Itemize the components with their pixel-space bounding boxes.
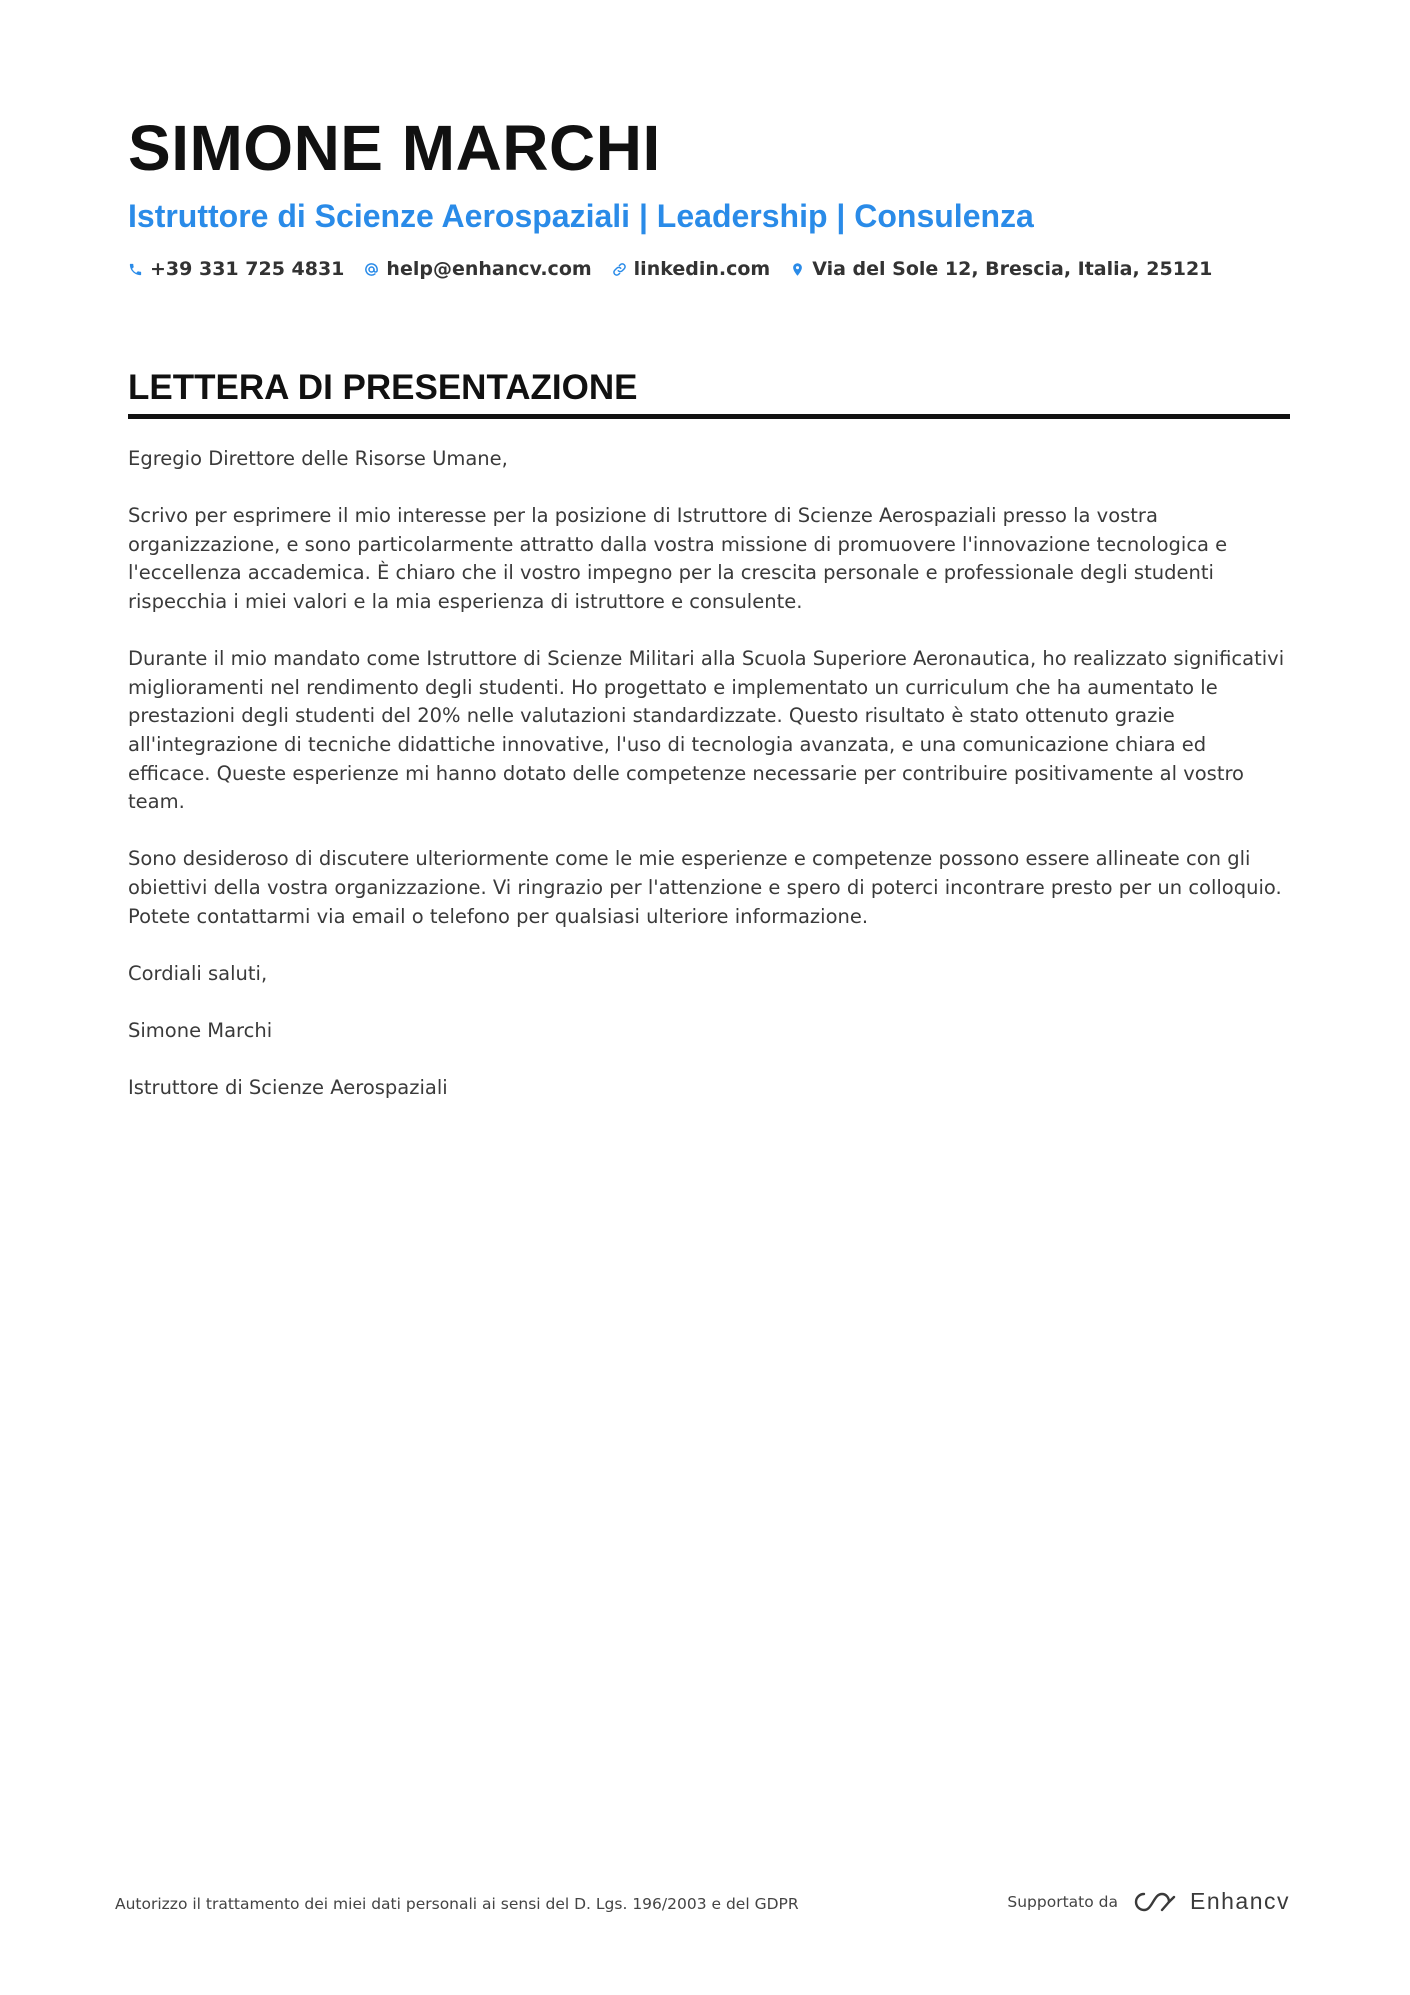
brand-name: Enhancv (1189, 1888, 1290, 1914)
applicant-name: SIMONE MARCHI (128, 112, 661, 184)
link-icon (612, 262, 627, 277)
enhancv-logo-icon (1130, 1889, 1176, 1915)
contact-phone[interactable] (128, 258, 344, 280)
location-pin-icon (790, 262, 805, 277)
phone-icon (128, 262, 143, 277)
letter-paragraph: Scrivo per esprimere il mio interesse per la posizione di Istruttore di Scienze Aerospaziali presso la vostra organizzazione, e sono particolarmente attratto dalla vostra missione di promuovere l'innovazione tecnologica e l'eccellenza accademica. È chiaro che il vostro impegno per la crescita personale e professionale degli studenti rispecchia i miei valori e la mia esperienza di istruttore e consulente. (128, 504, 1228, 613)
letter-body (128, 445, 1290, 1103)
section-title: LETTERA DI PRESENTAZIONE (128, 366, 1290, 419)
enhancv-brand[interactable] (1130, 1888, 1290, 1915)
privacy-consent: Autorizzo il trattamento dei miei dati personali ai sensi del D. Lgs. 196/2003 e del GDPR (115, 1895, 799, 1913)
powered-by-label: Supportato da (1007, 1892, 1118, 1911)
contact-bar (128, 258, 1288, 280)
at-icon (364, 262, 379, 277)
signature-title: Istruttore di Scienze Aerospaziali (128, 1076, 448, 1100)
contact-linkedin[interactable] (612, 258, 771, 280)
cover-letter-section (128, 366, 1290, 1131)
linkedin-url: linkedin.com (633, 258, 771, 280)
contact-address (790, 258, 1212, 280)
applicant-headline: Istruttore di Scienze Aerospaziali | Leadership | Consulenza (128, 198, 1034, 234)
letter-paragraph: Durante il mio mandato come Istruttore di Scienze Militari alla Scuola Superiore Aeronautica, ho realizzato significativi miglioramenti nel rendimento degli studenti. Ho progettato e implementato un curriculum che ha aumentato le prestazioni degli studenti del 20% nelle valutazioni standardizzate. Questo risultato è stato ottenuto grazie all'integrazione di tecniche didattiche innovative, l'uso di tecnologia avanzata, e una comunicazione chiara ed efficace. Queste esperienze mi hanno dotato delle competenze necessarie per contribuire positivamente al vostro team. (128, 647, 1285, 814)
contact-email[interactable] (364, 258, 591, 280)
letter-greeting: Egregio Direttore delle Risorse Umane, (128, 447, 508, 470)
phone-number: +39 331 725 4831 (150, 258, 345, 280)
letter-paragraph: Sono desideroso di discutere ulteriormente come le mie esperienze e competenze possono essere allineate con gli obiettivi della vostra organizzazione. Vi ringrazio per l'attenzione e spero di poterci incontrare presto per un colloquio. Potete contattarmi via email o telefono per qualsiasi ulteriore informazione. (128, 847, 1282, 928)
email-address: help@enhancv.com (386, 258, 592, 280)
letter-closing: Cordiali saluti, (128, 961, 268, 985)
powered-by[interactable] (1007, 1888, 1290, 1915)
postal-address: Via del Sole 12, Brescia, Italia, 25121 (812, 258, 1213, 280)
resume-header (128, 108, 1288, 280)
signature-name: Simone Marchi (128, 1018, 273, 1042)
